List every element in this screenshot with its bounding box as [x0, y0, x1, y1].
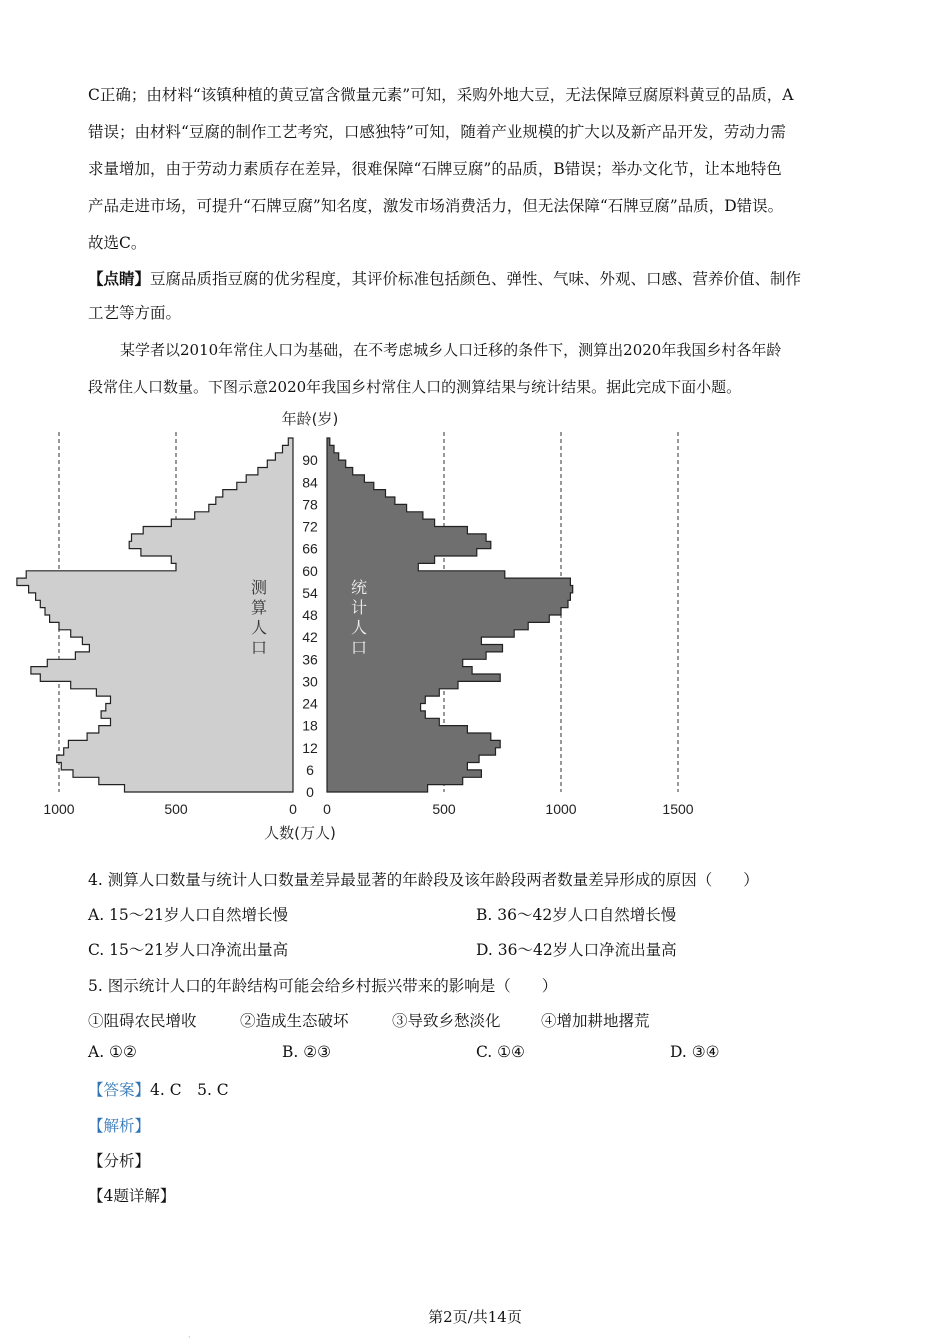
q5-item-2: ②造成生态破坏 — [240, 1012, 349, 1030]
q5-item-4: ④增加耕地撂荒 — [541, 1012, 650, 1030]
age-tick-30: 30 — [302, 673, 318, 690]
age-tick-90: 90 — [302, 452, 318, 469]
q5-option-b[interactable]: B. ②③ — [282, 1043, 332, 1061]
x-tick-right-0: 0 — [323, 801, 331, 817]
population-pyramid-svg — [43, 404, 694, 844]
analysis-label: 【解析】 — [88, 1117, 151, 1135]
series-1-label-char: 算 — [250, 597, 268, 617]
population-pyramid-chart — [43, 404, 694, 844]
explanation-line-4: 产品走进市场，可提升“石牌豆腐”知名度，激发市场消费活力，但无法保障“石牌豆腐”品质，D错误。 — [88, 197, 784, 215]
age-tick-60: 60 — [302, 562, 318, 579]
explanation-line-3: 求量增加，由于劳动力素质存在差异，很难保障“石牌豆腐”的品质，B错误；举办文化节，让本地特色 — [88, 160, 782, 178]
answer-text: 4. C 5. C — [150, 1081, 229, 1099]
q4-option-a[interactable]: A. 15～21岁人口自然增长慢 — [88, 906, 288, 924]
x-tick-right-1500: 1500 — [662, 801, 694, 817]
explanation-line-5: 故选C。 — [88, 234, 147, 252]
q4-stem: 4. 测算人口数量与统计人口数量差异最显著的年龄段及该年龄段两者数量差异形成的原因（ ） — [88, 871, 759, 889]
x-tick-right-500: 500 — [432, 801, 456, 817]
answer-label: 【答案】 — [88, 1081, 151, 1099]
age-tick-36: 36 — [302, 651, 318, 668]
x-tick-left-1000: 1000 — [43, 801, 75, 817]
age-tick-24: 24 — [302, 695, 318, 712]
q4-option-c[interactable]: C. 15～21岁人口净流出量高 — [88, 941, 289, 959]
explanation-line-1: C正确；由材料“该镇种植的黄豆富含微量元素”可知，采购外地大豆，无法保障豆腐原料黄豆的品质，A — [88, 86, 794, 104]
age-tick-72: 72 — [302, 518, 318, 535]
series-2-label-char: 人 — [350, 617, 368, 637]
q5-item-1: ①阻碍农民增收 — [88, 1012, 197, 1030]
series-1-label-char: 口 — [250, 637, 268, 657]
answer-line — [88, 1078, 229, 1100]
q4-option-b[interactable]: B. 36～42岁人口自然增长慢 — [476, 906, 677, 924]
series-1-label-char: 人 — [250, 617, 268, 637]
q4-option-d[interactable]: D. 36～42岁人口净流出量高 — [476, 941, 677, 959]
series-1-label-char: 测 — [250, 577, 268, 597]
fenxi-label: 【分析】 — [88, 1152, 151, 1170]
q5-option-d[interactable]: D. ③④ — [670, 1043, 720, 1061]
age-tick-78: 78 — [302, 496, 318, 513]
q5-option-c[interactable]: C. ①④ — [476, 1043, 525, 1061]
age-tick-54: 54 — [302, 584, 318, 601]
q4-detail-label: 【4题详解】 — [88, 1187, 176, 1205]
series-2-label-char: 计 — [350, 597, 368, 617]
age-tick-84: 84 — [302, 474, 318, 491]
q5-stem: 5. 图示统计人口的年龄结构可能会给乡村振兴带来的影响是（ ） — [88, 977, 558, 995]
age-tick-42: 42 — [302, 629, 318, 646]
age-tick-6: 6 — [306, 761, 314, 778]
intro-line-2: 段常住人口数量。下图示意2020年我国乡村常住人口的测算结果与统计结果。据此完成下面小题。 — [88, 378, 742, 396]
series-2-label-char: 口 — [350, 637, 368, 657]
q5-item-3: ③导致乡愁淡化 — [392, 1012, 501, 1030]
intro-line-1: 某学者以2010年常住人口为基础，在不考虑城乡人口迁移的条件下，测算出2020年我国乡村各年龄 — [120, 341, 782, 359]
footer-dot: · — [188, 1333, 191, 1342]
age-tick-12: 12 — [302, 739, 318, 756]
x-tick-left-500: 500 — [164, 801, 188, 817]
explanation-line-2: 错误；由材料“豆腐的制作工艺考究，口感独特”可知，随着产业规模的扩大以及新产品开发，劳动力需 — [88, 123, 786, 141]
tip-label: 【点睛】 — [88, 269, 151, 288]
q5-option-a[interactable]: A. ①② — [88, 1043, 137, 1061]
age-tick-18: 18 — [302, 717, 318, 734]
x-tick-right-1000: 1000 — [545, 801, 577, 817]
x-axis-title: 人数(万人) — [264, 824, 336, 842]
page-footer: 第2页/共14页 — [428, 1308, 522, 1326]
y-axis-title: 年龄(岁) — [281, 410, 339, 428]
tip-line-2: 工艺等方面。 — [88, 304, 182, 322]
x-tick-left-0: 0 — [289, 801, 297, 817]
tip-line-1: 豆腐品质指豆腐的优劣程度，其评价标准包括颜色、弹性、气味、外观、口感、营养价值、制作 — [150, 270, 802, 288]
age-tick-48: 48 — [302, 607, 318, 623]
age-tick-66: 66 — [302, 540, 318, 557]
series-2-label-char: 统 — [350, 577, 368, 597]
age-tick-0: 0 — [306, 784, 314, 800]
tip-paragraph — [88, 267, 801, 289]
